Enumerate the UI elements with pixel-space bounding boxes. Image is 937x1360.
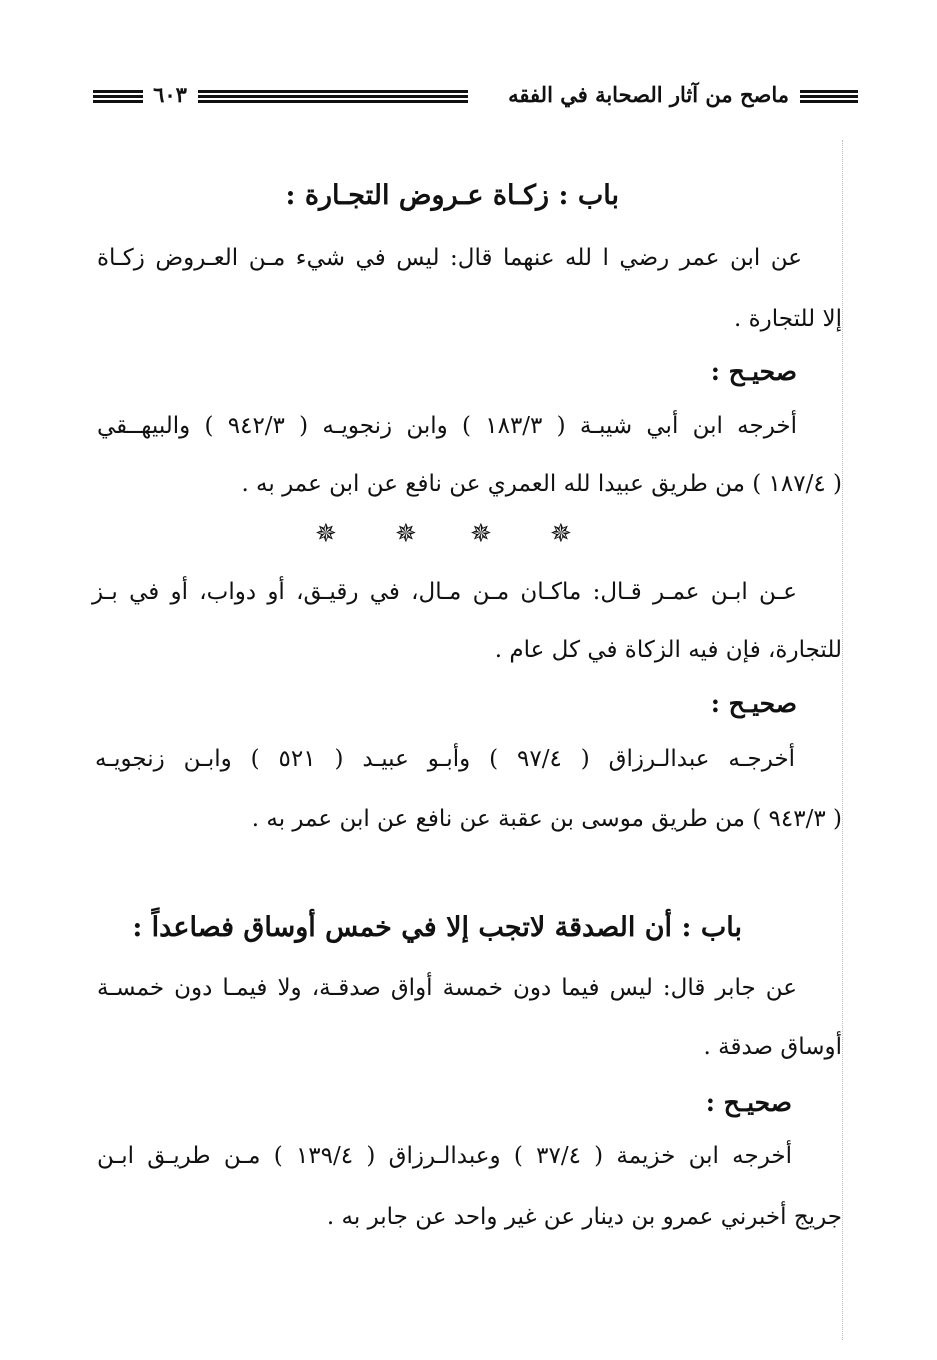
takhrij-line: ( ١٨٧/٤ ) من طريق عبيدا لله العمري عن نافع عن ابن عمر به . [241,471,842,497]
grade-label: صحيـح : [705,1088,792,1117]
takhrij-line: أخرجـه عبدالـرزاق ( ٩٧/٤ ) وأبـو عبيـد ( ٥٢١ ) وابـن زنجويـه [95,746,796,772]
page-number: ٦٠٣ [153,82,187,107]
takhrij-line: جريج أخبرني عمرو بن دينار عن غير واحد عن جابر به . [326,1204,842,1230]
takhrij-line: أخرجه ابن أبي شيبـة ( ١٨٣/٣ ) وابن زنجويـه ( ٩٤٢/٣ ) والبيهــقي [97,413,797,439]
asterism-star-icon: ✵ [470,519,492,549]
running-title: ماصح من آثار الصحابة في الفقه [508,82,789,107]
takhrij-line: ( ٩٤٣/٣ ) من طريق موسى بن عقبة عن نافع عن ابن عمر به . [251,806,842,832]
hadith-text-line: عن ابن عمر رضي ا لله عنهما قال: ليس في شيء مـن العـروض زكـاة [97,245,802,271]
hadith-text-line: عن جابر قال: ليس فيما دون خمسة أواق صدقـة، ولا فيمـا دون خمسـة [97,975,797,1001]
asterism-star-icon: ✵ [315,519,337,549]
takhrij-line: أخرجه ابن خزيمة ( ٣٧/٤ ) وعبدالـرزاق ( ١٣٩/٤ ) مـن طريـق ابـن [97,1143,793,1169]
header-rule-middle [198,90,468,104]
section-heading: باب : زكـاة عـروض التجـارة : [285,180,619,211]
hadith-text-line: أوساق صدقة . [703,1034,842,1060]
asterism-star-icon: ✵ [395,519,417,549]
grade-label: صحيـح : [710,357,797,386]
header-rule-right [800,90,858,104]
margin-guide [842,140,843,1340]
section-separator [300,516,590,556]
hadith-text-line: إلا للتجارة . [733,306,842,332]
grade-label: صحيـح : [710,689,797,718]
asterism-star-icon: ✵ [550,519,572,549]
header-rule-left [93,90,143,104]
hadith-text-line: للتجارة، فإن فيه الزكاة في كل عام . [494,637,842,663]
hadith-text-line: عـن ابـن عمـر قـال: ماكـان مـن مـال، في رقيـق، أو دواب، أو في بـز [92,579,797,605]
section-heading: باب : أن الصدقة لاتجب إلا في خمس أوساق فصاعداً : [132,912,742,943]
